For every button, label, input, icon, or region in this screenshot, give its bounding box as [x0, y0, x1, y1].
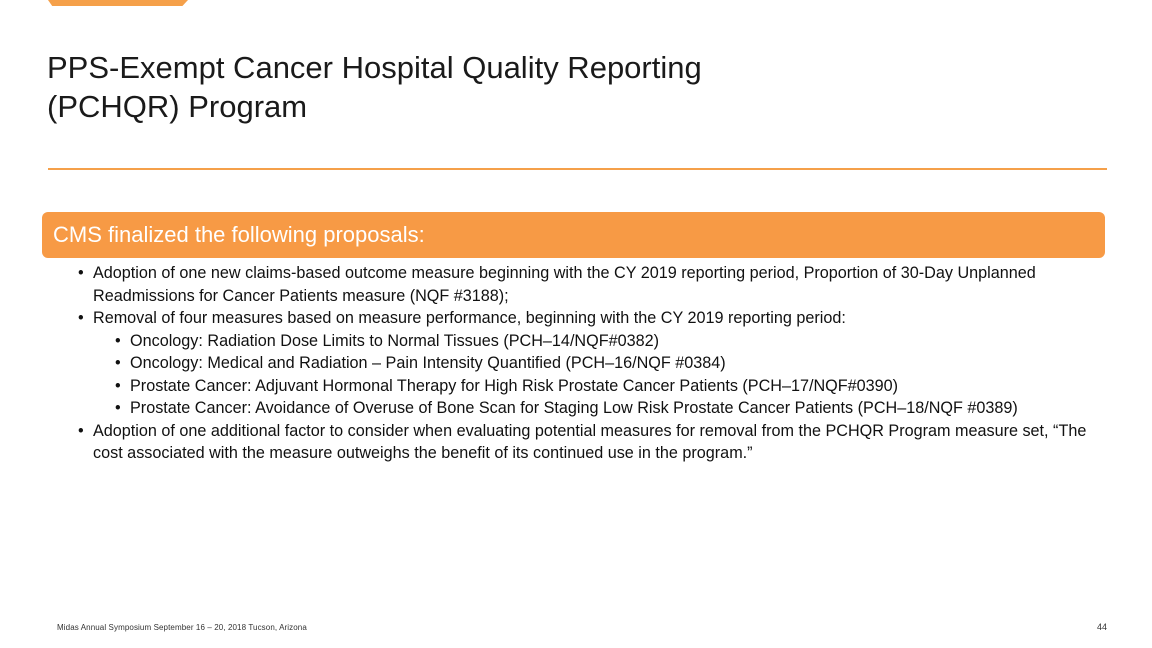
bullet-content: [75, 262, 1105, 465]
page-title: [47, 48, 947, 126]
bullet-item: • Adoption of one new claims-based outcome measure beginning with the CY 2019 reporting period, Proportion of 30-Day Unplanned Readmissions for Cancer Patients measure (NQF #3188);: [75, 262, 1105, 307]
bullet-item-text: Removal of four measures based on measure performance, beginning with the CY 2019 reporting period:: [93, 309, 846, 327]
page-title-line-2: (PCHQR) Program: [47, 89, 308, 124]
bullet-list: [75, 262, 1105, 465]
sub-bullet-item: • Prostate Cancer: Adjuvant Hormonal Therapy for High Risk Prostate Cancer Patients (PCH–17/NQF#0390): [93, 375, 1105, 398]
top-accent-tab: [48, 0, 188, 6]
page-title-line-1: PPS-Exempt Cancer Hospital Quality Reporting: [47, 50, 702, 85]
sub-bullet-item: • Oncology: Radiation Dose Limits to Normal Tissues (PCH–14/NQF#0382): [93, 330, 1105, 353]
sub-bullet-list: [93, 330, 1105, 420]
page-number: 44: [1097, 622, 1108, 632]
sub-bullet-item: • Oncology: Medical and Radiation – Pain Intensity Quantified (PCH–16/NQF #0384): [93, 352, 1105, 375]
bullet-item: [75, 307, 1105, 420]
title-divider: [48, 168, 1107, 170]
sub-bullet-item: • Prostate Cancer: Avoidance of Overuse of Bone Scan for Staging Low Risk Prostate Cancer Patients (PCH–18/NQF #0389): [93, 397, 1105, 420]
section-banner: CMS finalized the following proposals:: [42, 212, 1105, 258]
footer-event-info: Midas Annual Symposium September 16 – 20, 2018 Tucson, Arizona: [57, 623, 307, 632]
bullet-item: • Adoption of one additional factor to consider when evaluating potential measures for removal from the PCHQR Program measure set, “The cost associated with the measure outweighs the benefit of its continued use in the program.”: [75, 420, 1105, 465]
